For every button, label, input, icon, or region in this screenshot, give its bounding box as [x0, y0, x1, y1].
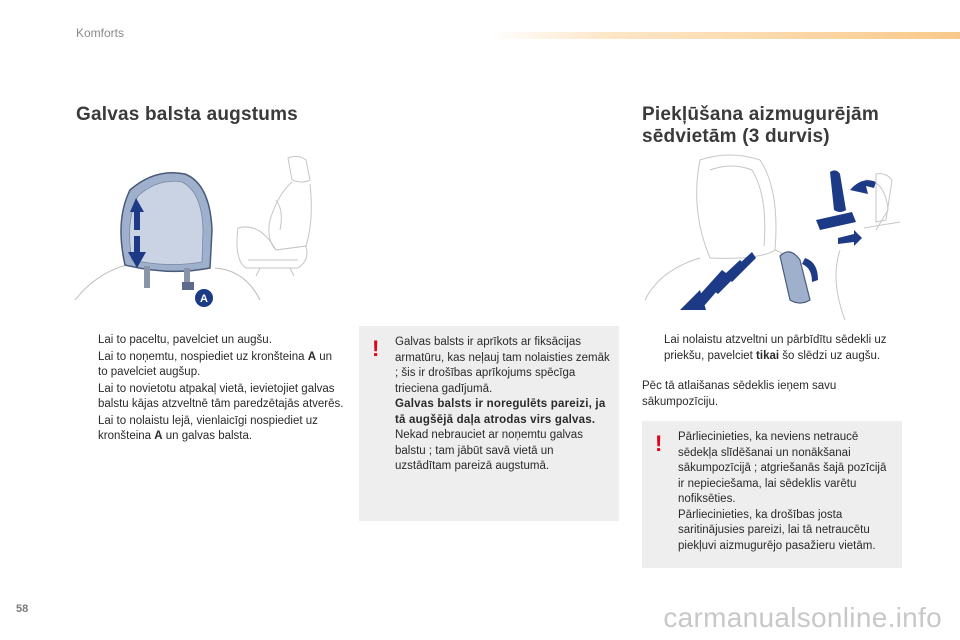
seat-return-text: Pēc tā atlaišanas sēdeklis ieņem savu sākumpozīciju.: [642, 380, 837, 408]
warning-text-bold: Galvas balsts ir noregulēts pareizi, ja tā augšējā daļa atrodas virs galvas.: [395, 398, 606, 426]
headrest-height-title: Galvas balsta augstums: [76, 104, 298, 125]
seat-warning-box: [642, 421, 902, 568]
headrest-warning-box: [359, 326, 619, 521]
warning-text: Galvas balsts ir aprīkots ar fiksācijas armatūru, kas neļauj tam nolaisties zemāk ; šis ir drošības aprīkojums spēcīga trieciena gadījumā.: [395, 336, 610, 395]
header-accent-bar: [490, 32, 960, 39]
watermark: carmanualsonline.info: [663, 602, 942, 633]
seat-access-illustration: [640, 150, 910, 325]
list-item: Lai to nolaistu lejā, vienlaicīgi nospiediet uz kronšteina A un galvas balsta.: [98, 414, 318, 442]
warning-text: Pārliecinieties, ka neviens netraucē sēdekļa slīdēšanai un nonākšanai sākumpozīcijā ; atgriešanās šajā pozīcijā ir nepieciešama, lai sēdeklis varētu nofiksēties.: [678, 431, 887, 505]
warning-icon: !: [655, 431, 663, 456]
seat-access-instructions: [642, 333, 904, 365]
figure-label-a: A: [200, 293, 208, 305]
warning-icon: !: [372, 336, 380, 361]
list-item: Lai to paceltu, pavelciet un augšu.: [98, 334, 272, 346]
page-number: 58: [16, 603, 29, 615]
headrest-instructions: [76, 333, 344, 446]
warning-text: Pārliecinieties, ka drošības josta saritinājusies pareizi, lai tā netraucētu piekļuvi aizmugurējo pasažieru vietām.: [678, 508, 876, 552]
rear-access-title: Piekļūšana aizmugurējām sēdvietām (3 durvis): [642, 104, 879, 147]
warning-text: Nekad nebrauciet ar noņemtu galvas balstu ; tam jābūt savā vietā un uzstādītam pareizā augstumā.: [395, 429, 583, 472]
section-label: Komforts: [76, 26, 125, 40]
list-item: Lai to noņemtu, nospiediet uz kronšteina A un to pavelciet augšup.: [98, 350, 333, 378]
list-item: Lai to novietotu atpakaļ vietā, ievietojiet galvas balstu kājas atzveltnē tām paredzētajās atverēs.: [98, 382, 344, 410]
headrest-illustration: [70, 150, 330, 320]
list-item: Lai nolaistu atzveltni un pārbīdītu sēdekli uz priekšu, pavelciet tikai šo slēdzi uz augšu.: [664, 334, 887, 362]
